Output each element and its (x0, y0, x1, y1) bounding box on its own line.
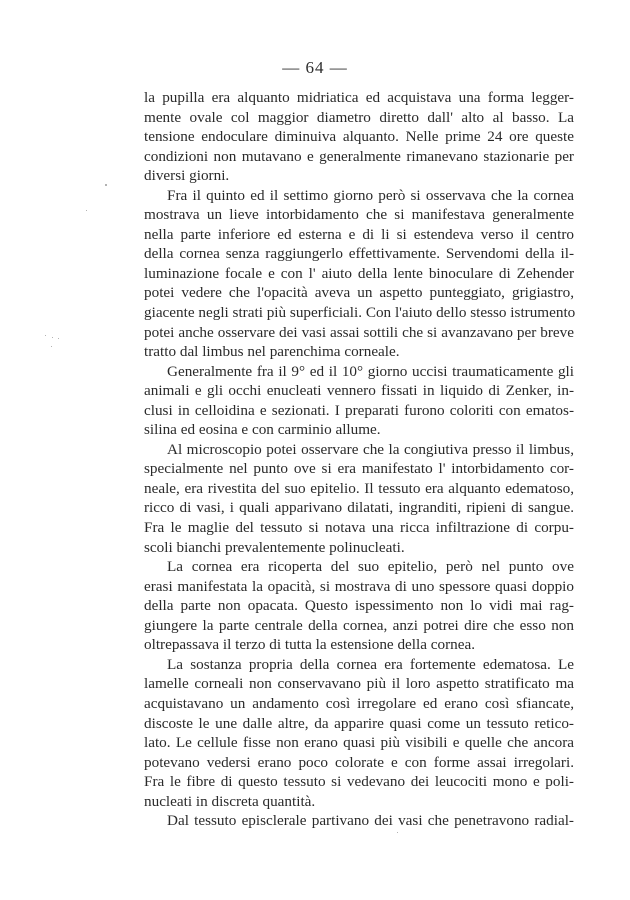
text-line: clusi in celloidina e sezionati. I preparati furono coloriti con ematos- (144, 401, 574, 419)
paragraph (144, 440, 574, 557)
text-line: tensione endoculare diminuiva alquanto. Nelle prime 24 ore queste (144, 128, 574, 146)
text-line: discoste le une dalle altre, da apparire quasi come un tessuto retico- (144, 714, 574, 732)
paragraph (144, 811, 574, 831)
scan-speck (52, 337, 53, 338)
text-line: mente ovale col maggior diametro diretto dall' alto al basso. La (144, 108, 574, 126)
text-line: nucleati in discreta quantità. (144, 792, 316, 810)
text-line: acquistavano un andamento così irregolare ed erano così sfiancate, (144, 694, 574, 712)
text-line: diversi giorni. (144, 167, 230, 185)
text-line: la pupilla era alquanto midriatica ed acquistava una forma legger- (144, 89, 574, 106)
text-line: animali e gli occhi enucleati vennero fissati in liquido di Zenker, in- (144, 382, 574, 400)
scan-speck (105, 184, 107, 186)
text-line: silina ed eosina e con carminio allume. (144, 421, 381, 439)
text-line: della parte non opacata. Questo ispessimento non lo vidi mai rag- (144, 597, 574, 615)
scan-speck (51, 346, 52, 347)
text-line: Fra le fibre di questo tessuto si vedevano dei leucociti mono e poli- (144, 773, 574, 791)
text-line: Dal tessuto episclerale partivano dei vasi che penetravono radial- (167, 812, 574, 830)
text-line: Generalmente fra il 9° ed il 10° giorno uccisi traumaticamente gli (167, 362, 574, 380)
text-line: lato. Le cellule fisse non erano quasi più visibili e quelle che ancora (144, 734, 574, 752)
scan-speck (58, 338, 59, 339)
text-line: potevano vedersi erano poco colorate e con forme assai irregolari. (144, 753, 574, 771)
text-line: mostrava un lieve intorbidamento che si manifestava generalmente (144, 206, 574, 224)
paragraph (144, 362, 574, 440)
page-number: — 64 — (282, 58, 348, 77)
text-line: luminazione focale e con l' aiuto della lente binoculare di Zehender (144, 264, 574, 282)
text-line: oltrepassava il terzo di tutta la estensione della cornea. (144, 636, 476, 654)
scan-speck (397, 832, 398, 833)
scan-speck (86, 210, 87, 211)
text-line: erasi manifestata la opacità, si mostrava di uno spessore quasi doppio (144, 577, 574, 595)
text-line: La sostanza propria della cornea era fortemente edematosa. Le (167, 655, 574, 673)
text-line: Fra le maglie del tessuto si notava una ricca infiltrazione di corpu- (144, 519, 574, 537)
text-line: ricco di vasi, i quali apparivano dilatati, ingranditi, ripieni di sangue. (144, 499, 574, 517)
scan-speck (45, 335, 46, 336)
paragraph (144, 655, 574, 811)
text-line: giacente negli strati più superficiali. Con l'aiuto dello stesso istrumento (144, 304, 576, 322)
text-line: neale, era rivestita del suo epitelio. Il tessuto era alquanto edematoso, (144, 479, 574, 497)
paragraph (144, 186, 574, 362)
paragraph (144, 557, 574, 655)
text-line: Al microscopio potei osservare che la congiutiva presso il limbus, (167, 440, 574, 458)
text-line: potei vedere che l'opacità aveva un aspetto punteggiato, grigiastro, (144, 284, 574, 302)
paragraph (144, 88, 574, 186)
text-line: specialmente nel punto ove si era manifestato l' intorbidamento cor- (144, 460, 574, 478)
text-line: giungere la parte centrale della cornea, anzi potrei dire che esso non (144, 616, 574, 634)
text-line: Fra il quinto ed il settimo giorno però si osservava che la cornea (167, 186, 574, 204)
text-line: potei anche osservare dei vasi assai sottili che si avanzavano per breve (144, 323, 574, 341)
text-line: tratto dal limbus nel parenchima corneale. (144, 343, 400, 361)
text-line: lamelle corneali non conservavano più il loro aspetto stratificato ma (144, 675, 574, 693)
text-line: condizioni non mutavano e generalmente rimanevano stazionarie per (144, 147, 574, 165)
text-line: scoli bianchi prevalentemente polinucleati. (144, 538, 405, 556)
text-line: della cornea senza raggiungerlo effettivamente. Servendomi della il- (144, 245, 574, 263)
text-line: nella parte inferiore ed esterna e di li si estendeva verso il centro (144, 225, 574, 243)
text-line: La cornea era ricoperta del suo epitelio, però nel punto ove (167, 558, 574, 576)
body-text (144, 88, 574, 831)
